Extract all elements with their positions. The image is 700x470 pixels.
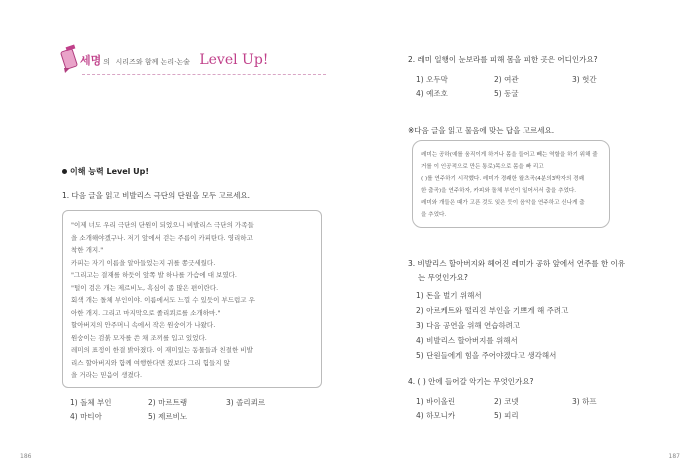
question-3-line-1: 3. 비발리스 할아버지와 헤어진 레미가 공하 앞에서 연주를 한 이유 bbox=[408, 259, 625, 268]
bubble-line: 거를 이 인공적으로 만든 통로)목으로 몸을 빠 리고 bbox=[421, 164, 544, 170]
bullet-icon bbox=[62, 169, 67, 174]
header-divider bbox=[82, 74, 326, 75]
section-title bbox=[62, 166, 149, 177]
q4-option-3[interactable]: 3) 하프 bbox=[572, 397, 597, 406]
q3-option-5[interactable]: 5) 단원들에게 힘을 주어야겠다고 생각해서 bbox=[416, 351, 557, 360]
passage-line: "이제 너도 우리 극단의 단원이 되었으니 비발리스 극단의 가족들 bbox=[71, 221, 254, 229]
q1-option-5[interactable]: 5) 제르비노 bbox=[148, 412, 188, 421]
bubble-line: 을 추었다. bbox=[421, 212, 447, 218]
question-3-line-2: 는 무엇인가요? bbox=[418, 273, 468, 282]
bubble-line: 한 춤곡)을 연주하자, 카피와 돌체 부인이 일어서서 춤을 추었다. bbox=[421, 188, 577, 194]
instruction-text: ※다음 글을 읽고 물음에 맞는 답을 고르세요. bbox=[408, 126, 555, 135]
q2-option-5[interactable]: 5) 동굴 bbox=[494, 89, 519, 98]
passage-line: 아한 개지. 그리고 마지막으로 졸리쾨르를 소개하마." bbox=[71, 308, 221, 317]
q3-option-4[interactable]: 4) 비발리스 할아버지를 위해서 bbox=[416, 336, 518, 345]
q4-option-2[interactable]: 2) 코넷 bbox=[494, 397, 519, 406]
q3-option-2[interactable]: 2) 아르케트와 떨리진 부인을 기쁘게 해 주려고 bbox=[416, 306, 569, 315]
question-2: 2. 레미 일행이 눈보라를 피해 몸을 피한 곳은 어디인가요? bbox=[408, 55, 598, 64]
passage-line: 리스 할아버지와 함께 여행한다면 겼보다 그리 힘들지 않 bbox=[71, 358, 230, 367]
passage-box bbox=[62, 210, 322, 388]
q3-option-1[interactable]: 1) 돈을 벌기 위해서 bbox=[416, 291, 482, 300]
passage-line: 을 소개해야겠구나. 저기 앞에서 걷는 주름이 카피탄다. 영리하고 bbox=[71, 233, 253, 242]
page-number-left: 186 bbox=[20, 453, 32, 460]
q4-option-1[interactable]: 1) 바이올린 bbox=[416, 397, 456, 406]
passage-line: 카피는 자기 이름을 알아들었는지 귀를 쫑긋세웠다. bbox=[71, 258, 216, 267]
bubble-line: ( )를 연주하기 시작했다. 레미가 경쾌한 왈츠곡(4분의3박자의 경쾌 bbox=[421, 176, 584, 182]
passage-line: 원숭이는 검붉 모자를 쓴 채 조끼를 입고 있었다. bbox=[71, 333, 207, 342]
q4-option-4[interactable]: 4) 하모니카 bbox=[416, 411, 456, 420]
passage-line: 을 거라는 믿음이 생겼다. bbox=[71, 371, 143, 379]
q4-option-5[interactable]: 5) 피리 bbox=[494, 411, 519, 420]
brand-sup: 의 bbox=[103, 58, 111, 66]
brand-b: 명 bbox=[90, 54, 102, 67]
q1-option-2[interactable]: 2) 마르트랭 bbox=[148, 398, 188, 407]
q2-option-2[interactable]: 2) 여관 bbox=[494, 75, 519, 84]
section-title-text: 이해 능력 Level Up! bbox=[70, 167, 150, 176]
passage-line: 회색 개는 돌체 부인이야. 이름에서도 느낄 수 있듯이 부드럽고 우 bbox=[71, 296, 255, 304]
question-1: 1. 다음 글을 읽고 비발리스 극단의 단원을 모두 고르세요. bbox=[62, 191, 251, 200]
brand-title bbox=[80, 52, 268, 68]
series-header bbox=[54, 40, 314, 78]
q3-option-3[interactable]: 3) 다음 공연을 위해 연습하려고 bbox=[416, 321, 521, 330]
level-up-title: Level Up! bbox=[199, 52, 269, 68]
q1-option-1[interactable]: 1) 돌체 부인 bbox=[70, 398, 112, 407]
passage-line: 할아버지의 안주머니 속에서 작은 원숭이가 나왔다. bbox=[71, 321, 216, 329]
page-number-right: 187 bbox=[668, 453, 680, 460]
pencil-icon bbox=[60, 44, 80, 74]
q1-option-4[interactable]: 4) 마티아 bbox=[70, 412, 102, 421]
q1-option-3[interactable]: 3) 졸리쾨르 bbox=[226, 398, 266, 407]
question-4: 4. ( ) 안에 들어갈 악기는 무엇인가요? bbox=[408, 377, 534, 386]
passage-bubble bbox=[412, 140, 610, 228]
brand-a: 세 bbox=[80, 54, 91, 67]
bubble-line: 레미와 개들은 때가 고픈 것도 잊은 듯이 음악을 연주하고 신나게 춤 bbox=[421, 200, 585, 206]
right-page bbox=[350, 0, 700, 470]
bubble-line: 레미는 공하(예를 움직이게 하거나 몸을 들어고 빼는 역할을 하기 위해 줄 bbox=[421, 152, 598, 158]
q2-option-1[interactable]: 1) 오두막 bbox=[416, 75, 448, 84]
q2-option-4[interactable]: 4) 예조호 bbox=[416, 89, 448, 98]
passage-line: "그리고는 결재를 하듯이 앞쪽 발 하나를 가슴에 대 보였다. bbox=[71, 271, 238, 279]
passage-line: "털이 검은 개는 제르비노, 흑심이 좀 많은 편이란다. bbox=[71, 283, 219, 292]
passage-line: 착한 개지." bbox=[71, 246, 104, 254]
q2-option-3[interactable]: 3) 헛간 bbox=[572, 75, 597, 84]
passage-line: 레미의 표정이 한결 밝아졌다. 이 재미있는 동물들과 친절한 비발 bbox=[71, 346, 253, 354]
series-subtitle: 시리즈와 함께 논리·논술 bbox=[115, 58, 190, 66]
